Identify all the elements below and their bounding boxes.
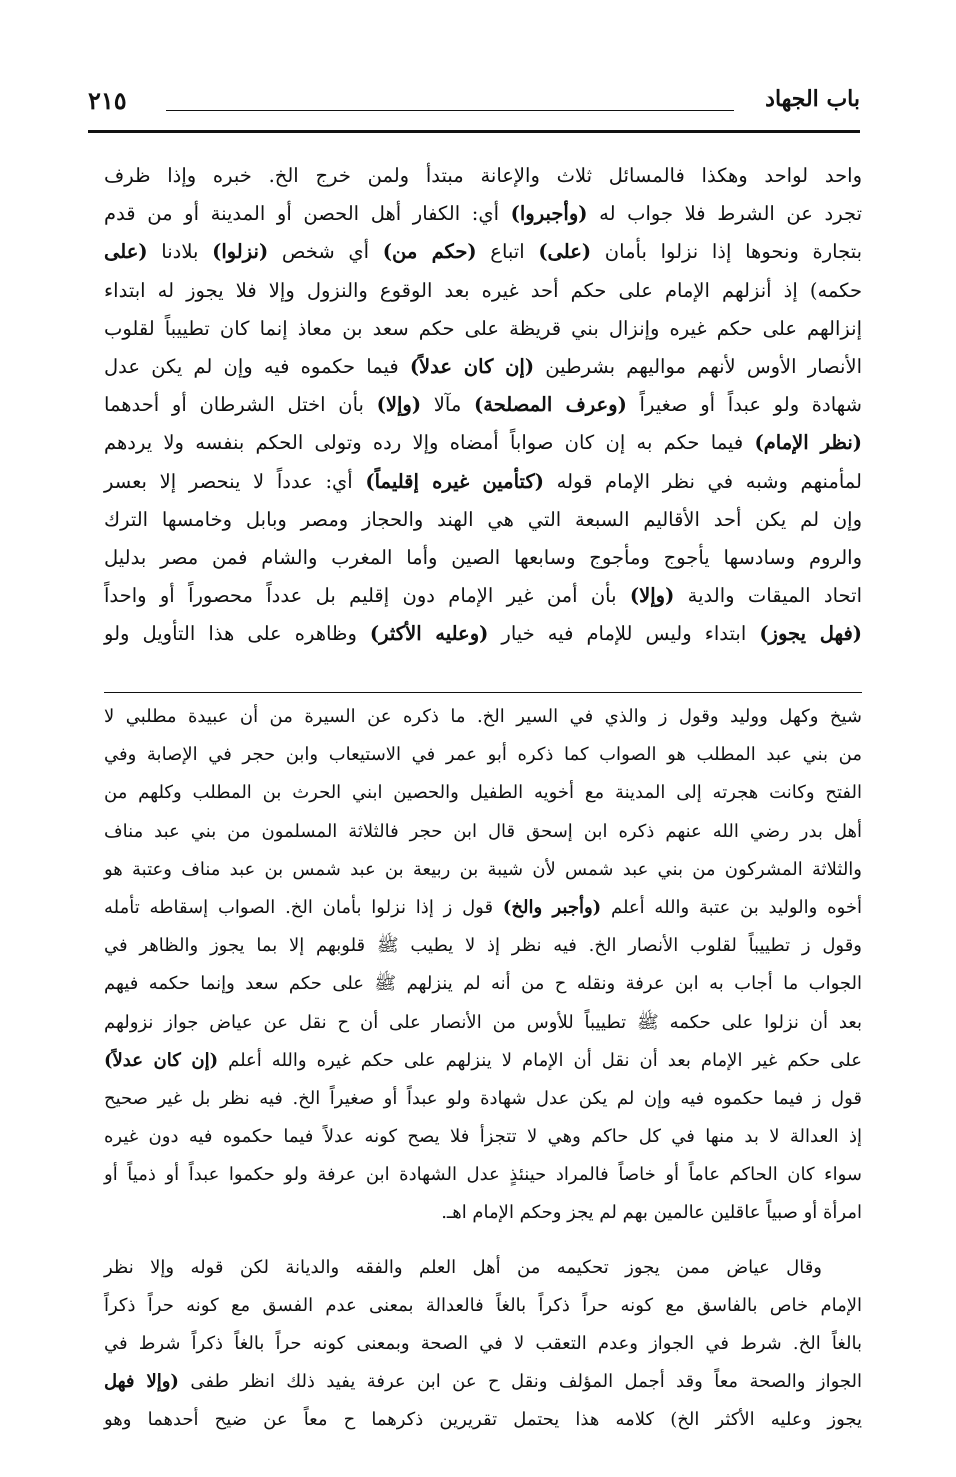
main-line: لمأمنهم وشبه في نظر الإمام قوله (كتأمين غيره إقليماً) أي: عدداً لا ينحصر إلا بعسر: [104, 469, 862, 493]
note-line: قول ز فيما حكموه فيه وإن لم يكن عدل شهادة ولو عبداً أو صغيراً الخ. فيه نظر بل غير صحيح: [104, 1087, 862, 1109]
main-line: واحد لواحد وهكذا فالمسائل ثلاث والإعانة مبتدأ ولمن خرج الخ. خبره وإذا ظرف: [104, 164, 862, 187]
main-line: (نظر الإمام) فيما حكم به إن كان صواباً أمضاه وإلا رده وتولى الحكم بنفسه ولا يردهم: [104, 431, 862, 455]
note-line: الإمام خاص بالفاسق مع كونه حراً ذكراً بالغاً فالعدالة بمعنى عدم الفسق مع كونه حراً ذكراً: [104, 1294, 862, 1316]
main-line: شهادة ولو عبداً أو صغيراً (وعرف المصلحة) مآلا (وإلا) بأن اختل الشرطان أو أحدهما: [104, 393, 862, 417]
main-line: الأنصار الأوس لأنهم مواليهم بشرطين (إن كان عدلاً) فيما حكموه فيه وإن لم يكن عدل: [104, 354, 862, 378]
main-text: [104, 157, 862, 653]
note-line: على حكم غير الإمام بعد أن نقل أن الإمام لا ينزلهم على حكم غيره والله أعلم (إن كان عدلاً): [104, 1049, 863, 1071]
note-line: سواء كان الحاكم عاماً أو خاصاً فالمراد حينئذٍ عدل الشهادة ابن عرفة ولو حكموا عبداً أو ذمياً أو: [104, 1164, 862, 1186]
commentary-paragraph-1: [104, 700, 862, 1235]
page-number: ٢١٥: [88, 86, 127, 115]
main-line: اتحاد الميقات والدية (وإلا) بأن أمن غير الإمام دون إقليم بل عدداً محصوراً أو واحداً: [104, 584, 862, 608]
note-line: وقول ز تطييباً لقلوب الأنصار الخ. فيه نظر إذ لا يطيب ﷺ قلوبهم إلا بما يجوز والظاهر في: [104, 935, 862, 957]
main-line: إنزالهم على حكم غيره وإنزال بني قريظة على حكم سعد بن معاذ إنما كان تطييباً لقلوب: [104, 316, 862, 340]
main-line: تجرد عن الشرط فلا جواب له (وأجبروا) أي: الكفار أهل الحصن أو المدينة أو من قدم: [104, 202, 862, 226]
main-line: وإن لم يكن أحد الأقاليم السبعة التي هي الهند والحجاز ومصر وبابل وخامسها الترك: [104, 507, 862, 531]
header-dash: [166, 110, 734, 111]
note-line: شيخ وكهل ووليد وقول ز والذي في السير الخ. ما ذكره عن السيرة من أن عبيدة مطلبي لا: [104, 706, 862, 727]
main-line: حكمه) إذ أنزلهم الإمام على حكم أحد غيره بعد الوقوع والنزول وإلا فلا يجوز له ابتداء: [104, 278, 862, 302]
note-line: يجوز وعليه الأكثر الخ) كلامه هذا يحتمل تقريرين ذكرهما ح معاً عن ضيح أحدهما وهو: [104, 1409, 862, 1431]
main-line: بتجارة ونحوها إذا نزلوا بأمان (على) اتباع (حكم من) أي شخص (نزلوا) بلادنا (على: [104, 240, 863, 264]
note-line: بعد أن نزلوا على حكمه ﷺ تطييباً للأوس من الأنصار على أن ح نقل عن عياض جواز نزولهم: [104, 1011, 862, 1033]
note-line: أهل بدر رضي الله عنهم ذكره ابن إسحق قال ابن حجر فالثلاثة المسلمون من بني عبد مناف: [104, 820, 862, 842]
commentary-text: [104, 700, 862, 1442]
footnote-separator: [104, 692, 862, 693]
main-line: (فهل يجوز) ابتداء وليس للإمام فيه خيار (وعليه الأكثر) وظاهره على هذا التأويل ولو: [104, 622, 863, 646]
note-line: امرأة أو صبياً عاقلين عالمين بهم لم يجز وحكم الإمام اهـ.: [441, 1202, 862, 1224]
note-line: والثلاثة المشركون من بني عبد شمس لأن شيبة بن ربيعة بن عبد شمس بن عبد مناف وعتبة هو: [104, 858, 862, 880]
main-line: والروم وسادسها يأجوج ومأجوج وسابعها الصين وأما المغرب والشام فمن مصر بدليل: [104, 545, 862, 569]
note-line: الجواب ما أجاب به ابن عرفة ونقله ح من أنه لم ينزلهم ﷺ على حكم سعد وإنما حكمه فيهم: [104, 973, 862, 995]
header-rule: [88, 130, 860, 133]
note-line: الجواز والصحة معاً وقد أجمل المؤلف ونقل ح عن ابن عرفة يفيد ذلك انظر طفى (وإلا فهل: [104, 1371, 862, 1393]
note-line: أخوه والوليد بن عتبة والله أعلم (وأجبر والخ) قول ز إذا نزلوا بأمان الخ. الصواب إسقاطه تأمله: [104, 896, 862, 918]
commentary-paragraph-2: [104, 1251, 862, 1442]
chapter-title: باب الجهاد: [765, 86, 860, 112]
note-line: وقال عياض ممن يجوز تحكيمه من أهل العلم والفقه والديانة لكن قوله وإلا نظر: [104, 1256, 822, 1278]
note-line: من بني عبد المطلب هو الصواب كما ذكره أبو عمر في الاستيعاب وابن حجر في الإصابة وفي: [104, 744, 862, 766]
note-line: الفتح وكانت هجرته إلى المدينة مع أخويه الطفيل والحصين ابني الحرث بن المطلب وكلهم من: [104, 782, 862, 804]
note-line: بالغاً الخ. شرط في الجواز وعدم التعقب لا في الصحة وبمعنى كونه حراً بالغاً ذكراً شرط في: [104, 1333, 862, 1354]
note-line: إذ العدالة لا بد منها في كل حاكم وهي لا تتجزأ فلا يصح كونه عدلاً فيما حكموه فيه دون غيره: [104, 1126, 862, 1148]
running-header: [88, 86, 860, 136]
